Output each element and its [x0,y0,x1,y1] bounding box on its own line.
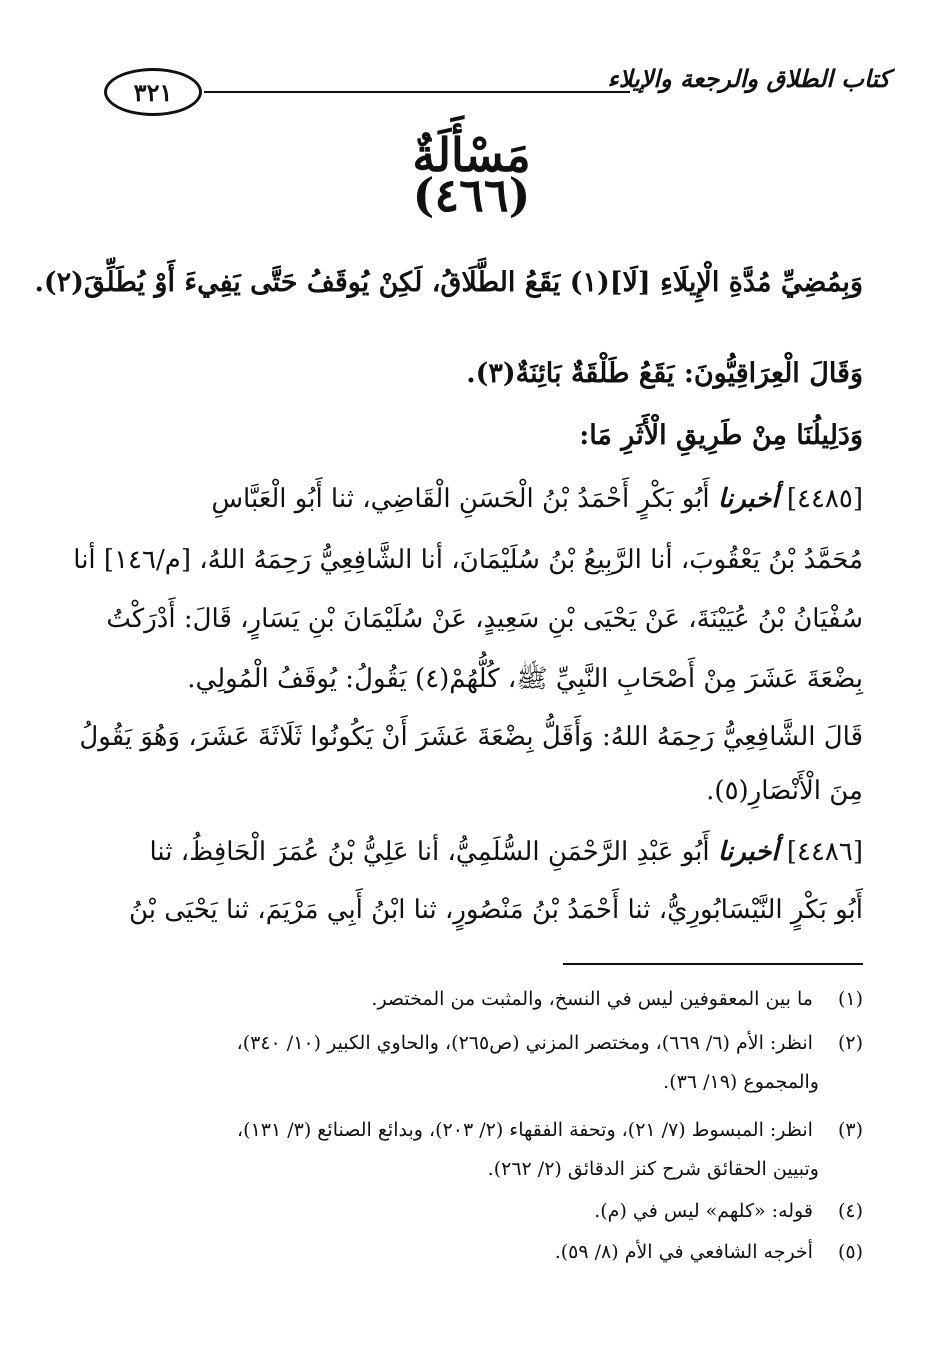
footnote-5 [555,1241,863,1263]
footnote-3 [237,1119,863,1141]
chain-akhbarana: أخبرنا [717,837,779,867]
shafii-comment-line-1: قَالَ الشَّافِعِيُّ رَحِمَهُ اللهُ: وَأَقَلُّ بِضْعَةَ عَشَرَ أَنْ يَكُونُوا ثَلَاثَةَ عَشَرَ، وَهُوَ يَقُولُ [79,722,863,752]
footnote-number: (١) [837,988,863,1010]
hadith-4485-line-2: مُحَمَّدُ بْنُ يَعْقُوبَ، أنا الرَّبِيعُ بْنُ سُلَيْمَانَ، أنا الشَّافِعِيُّ رَحِمَهُ اللهُ، [م/١٤٦] أنا [73,545,863,575]
footnote-text: ما بين المعقوفين ليس في النسخ، والمثبت من المختصر. [371,988,813,1010]
masala-number: (٤٦٦) [412,168,531,222]
footnote-text: أخرجه الشافعي في الأم (٨/ ٥٩). [554,1241,813,1263]
hadith-4485-line-3: سُفْيَانُ بْنُ عُيَيْنَةَ، عَنْ يَحْيَى بْنِ سَعِيدٍ، عَنْ سُلَيْمَانَ بْنِ يَسَارٍ، قَالَ: أَدْرَكْتُ [106,604,863,634]
footnote-text: انظر: الأم (٦/ ٦٦٩)، ومختصر المزني (ص٢٦٥)، والحاوي الكبير (١٠/ ٣٤٠)، [236,1032,813,1054]
book-title: كتاب الطلاق والرجعة والإيلاء [607,64,890,93]
page-header [100,58,890,118]
evidence-intro: وَدَلِيلُنَا مِنْ طَرِيقِ الْأَثَرِ مَا: [579,420,863,451]
footnote-number: (٤) [837,1200,863,1222]
hadith-4485-line-4: بِضْعَةَ عَشَرَ مِنْ أَصْحَابِ النَّبِيِّ ﷺ، كُلُّهُمْ(٤) يَقُولُ: يُوقَفُ الْمُولِي. [187,664,863,694]
footnote-4 [594,1200,863,1222]
footnote-number: (٣) [837,1119,863,1141]
hadith-4486-line-1 [149,837,863,867]
footnote-text: انظر: المبسوط (٧/ ٢١)، وتحفة الفقهاء (٢/ ٢٠٣)، وبدائع الصنائع (٣/ ١٣١)، [237,1119,813,1141]
hadith-number: [٤٤٨٥] [786,484,863,514]
footnote-number: (٥) [837,1241,863,1263]
footnote-number: (٢) [837,1032,863,1054]
hadith-text: أَبُو بَكْرٍ أَحْمَدُ بْنُ الْحَسَنِ الْقَاضِي، ثنا أَبُو الْعَبَّاسِ [211,484,710,514]
hadith-number: [٤٤٨٦] [786,837,863,867]
footnote-separator [563,963,863,965]
header-rule [204,91,630,93]
page-number: ٣٢١ [104,68,202,116]
hadith-4486-line-2: أَبُو بَكْرٍ النَّيْسَابُورِيُّ، ثنا أَحْمَدُ بْنُ مَنْصُورٍ، ثنا ابْنُ أَبِي مَرْيَمَ، ثنا يَحْيَى بْنُ [128,895,863,925]
shafii-comment-line-2: مِنَ الْأَنْصَارِ(٥). [706,776,863,806]
hadith-4485-line-1 [211,484,863,514]
footnote-2 [237,1032,863,1054]
footnote-2-cont: والمجموع (١٩/ ٣٦). [663,1071,819,1093]
footnote-1 [371,988,863,1010]
footnote-3-cont: وتبيين الحقائق شرح كنز الدقائق (٢/ ٢٦٢). [487,1158,819,1180]
hadith-text: أَبُو عَبْدِ الرَّحْمَنِ السُّلَمِيُّ، أنا عَلِيُّ بْنُ عُمَرَ الْحَافِظُ، ثنا [149,837,710,867]
issue-statement: وَبِمُضِيِّ مُدَّةِ الْإِيلَاءِ [لَا](١) يَقَعُ الطَّلَاقُ، لَكِنْ يُوقَفُ حَتَّى يَفِيءَ أَوْ يُطَلِّقَ(٢). [34,267,863,298]
footnote-text: قوله: «كلهم» ليس في (م). [594,1200,813,1222]
masala-heading: مَسْأَلَةٌ [412,128,531,182]
chain-akhbarana: أخبرنا [717,484,779,514]
iraqi-opinion: وَقَالَ الْعِرَاقِيُّونَ: يَقَعُ طَلْقَةٌ بَائِنَةٌ(٣). [466,358,863,389]
